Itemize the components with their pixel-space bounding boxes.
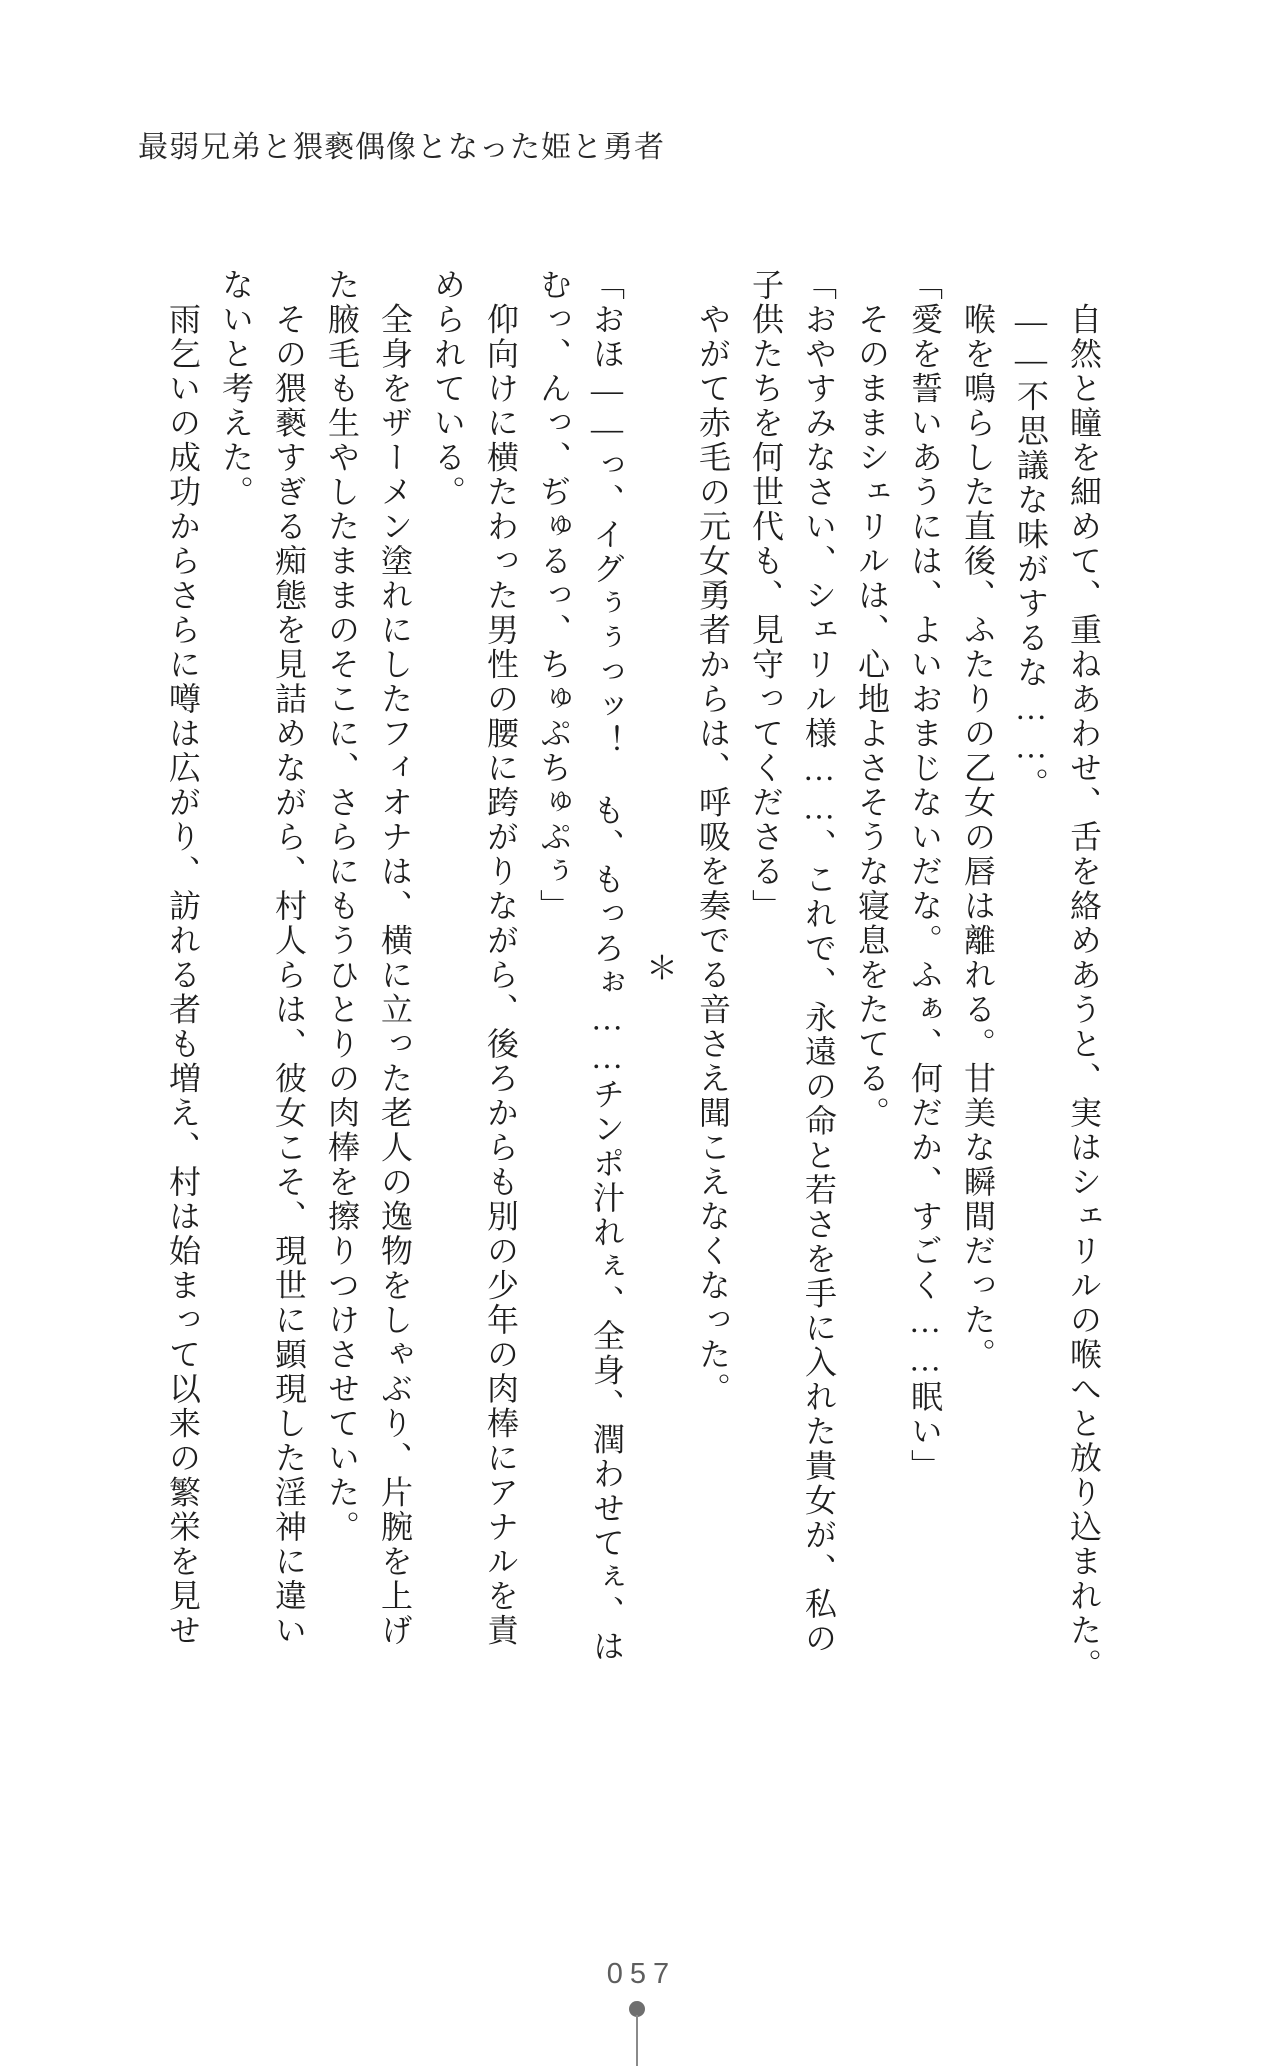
text-column: 仰向けに横たわった男性の腰に跨がりながら、後ろからも別の少年の肉棒にアナルを責	[483, 268, 519, 1648]
text-column: た腋毛も生やしたままのそこに、さらにもうひとりの肉棒を擦りつけさせていた。	[324, 268, 360, 1545]
text-column: ないと考えた。	[218, 268, 254, 510]
text-column: 「おやすみなさい、シェリル様……、これで、永遠の命と若さを手に入れた貴女が、私の	[801, 268, 837, 1656]
text-column: 雨乞いの成功からさらに噂は広がり、訪れる者も増え、村は始まって以来の繁栄を見せ	[165, 268, 201, 1648]
text-column: められている。	[430, 268, 466, 510]
text-column: むっ、んっ、ぢゅるっ、ちゅぷちゅぷぅ」	[536, 268, 572, 924]
text-column: 喉を鳴らした直後、ふたりの乙女の唇は離れる。甘美な瞬間だった。	[960, 268, 996, 1372]
text-column: ――不思議な味がするな……。	[1013, 268, 1049, 802]
text-column: そのままシェリルは、心地よさそうな寝息をたてる。	[854, 268, 890, 1131]
running-header-title: 最弱兄弟と猥褻偶像となった姫と勇者	[138, 131, 665, 164]
page-number: 057	[606, 1958, 677, 1990]
section-separator: ＊	[642, 950, 678, 986]
text-column: 「愛を誓いあうには、よいおまじないだな。ふぁ、何だか、すごく……眠い」	[907, 268, 943, 1484]
text-column: 「おほ――っ、イグぅぅっッ！ も、もっろぉ……チンポ汁れぇ、全身、潤わせてぇ、は	[589, 268, 625, 1664]
text-column: 全身をザーメン塗れにしたフィオナは、横に立った老人の逸物をしゃぶり、片腕を上げ	[377, 268, 413, 1648]
footer-line-ornament	[636, 2015, 638, 2066]
text-column: やがて赤毛の元女勇者からは、呼吸を奏でる音さえ聞こえなくなった。	[695, 268, 731, 1407]
text-column: その猥褻すぎる痴態を見詰めながら、村人らは、彼女こそ、現世に顕現した淫神に違い	[271, 268, 307, 1648]
body-text	[156, 268, 1110, 1683]
text-column: 子供たちを何世代も、見守ってくださる」	[748, 268, 784, 924]
text-column: 自然と瞳を細めて、重ねあわせ、舌を絡めあうと、実はシェリルの喉へと放り込まれた。	[1066, 268, 1102, 1683]
